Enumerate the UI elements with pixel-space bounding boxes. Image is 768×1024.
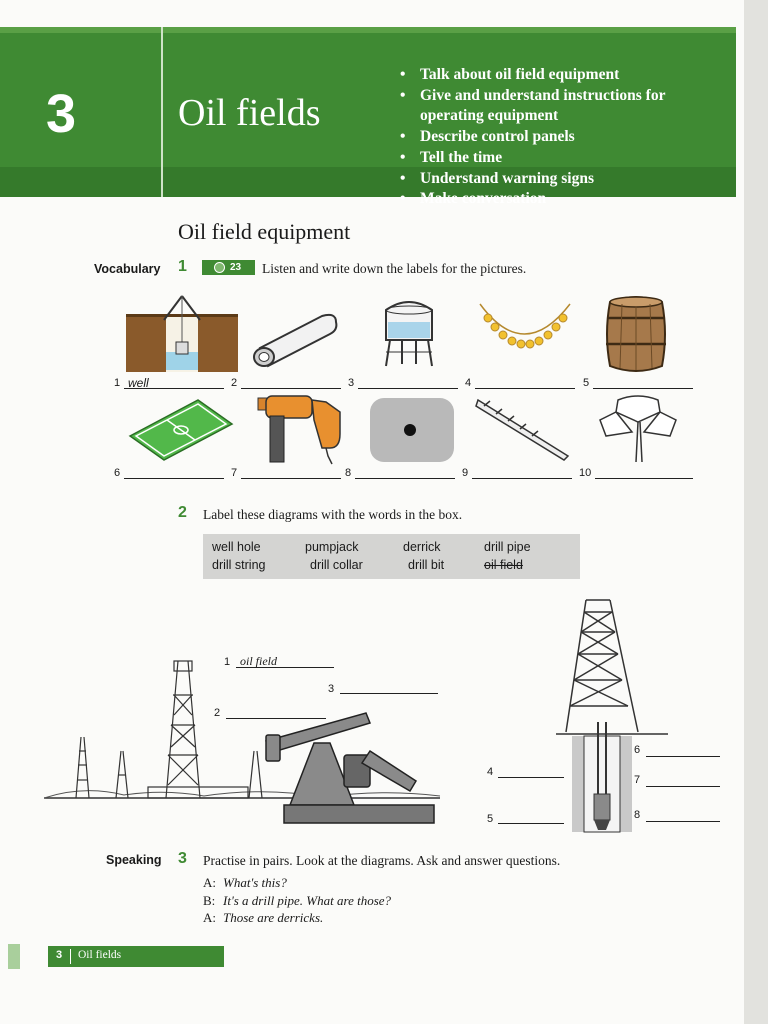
answer-line-7[interactable]	[231, 467, 341, 481]
exercise-1-instruction: Listen and write down the labels for the pictures.	[262, 261, 527, 276]
header-top-strip	[0, 27, 736, 33]
answer-underline	[355, 478, 455, 479]
objective-item	[398, 65, 728, 86]
diagram-label-number: 4	[487, 766, 494, 778]
diagram-answer-line-4[interactable]	[498, 777, 564, 778]
diagram-answer-line-5[interactable]	[498, 823, 564, 824]
answer-underline	[358, 388, 458, 389]
answer-number: 9	[462, 467, 469, 479]
dialogue-line	[203, 892, 391, 910]
drill-icon	[256, 394, 346, 468]
objective-text: Tell the time	[420, 148, 503, 166]
speaking-label: Speaking	[106, 853, 162, 867]
diagram-answer-line-3[interactable]	[340, 693, 438, 694]
bullet-icon: •	[400, 86, 406, 104]
answer-number: 2	[231, 377, 238, 389]
objective-item	[398, 189, 728, 210]
answer-underline	[241, 388, 341, 389]
answer-underline	[595, 478, 693, 479]
diagram-answer-line-8[interactable]	[646, 821, 720, 822]
word-box-item: drill string	[212, 558, 266, 572]
speaker: A:	[203, 875, 216, 890]
word-box-item: drill pipe	[484, 540, 531, 554]
answer-number: 10	[579, 467, 592, 479]
answer-number: 7	[231, 467, 238, 479]
diagram-label-number: 2	[214, 707, 221, 719]
vocabulary-label: Vocabulary	[94, 262, 161, 276]
word-box-item: drill bit	[408, 558, 445, 572]
objectives-list	[398, 65, 728, 210]
tank-icon	[378, 294, 440, 368]
header-divider	[161, 27, 163, 197]
collar-icon	[596, 392, 680, 464]
objective-item	[398, 86, 728, 127]
oil-field-diagram	[44, 655, 444, 835]
diagram-answer-line-6[interactable]	[646, 756, 720, 757]
footer-chapter-title: Oil fields	[78, 949, 122, 961]
speaker: A:	[203, 910, 216, 925]
chapter-title: Oil fields	[178, 92, 321, 134]
footer-bar	[48, 946, 224, 967]
objective-item	[398, 127, 728, 148]
answer-line-8[interactable]	[345, 467, 455, 481]
bullet-icon: •	[400, 128, 406, 146]
exercise-3-number: 3	[178, 850, 187, 867]
drill-bit-icon	[474, 396, 574, 462]
diagram-label-number: 8	[634, 809, 641, 821]
well-diagram	[556, 598, 668, 836]
answer-line-3[interactable]	[348, 377, 458, 391]
answer-number: 6	[114, 467, 121, 479]
word-box	[203, 534, 580, 579]
answer-number: 3	[348, 377, 355, 389]
exercise-2-number: 2	[178, 504, 187, 521]
bullet-icon: •	[400, 66, 406, 83]
dialogue-text: Those are derricks.	[223, 910, 324, 925]
bullet-icon: •	[400, 169, 406, 187]
answer-number: 8	[345, 467, 352, 479]
answer-line-9[interactable]	[462, 467, 572, 481]
string-icon	[476, 300, 574, 358]
word-box-item: drill collar	[310, 558, 363, 572]
objective-text: Understand warning signs	[420, 169, 594, 187]
diagram-label-number: 5	[487, 813, 494, 825]
diagram-label-number: 7	[634, 774, 641, 786]
exercise-3-instruction: Practise in pairs. Look at the diagrams. Ask and answer questions.	[203, 853, 561, 868]
answer-underline	[472, 478, 572, 479]
answer-number: 1	[114, 377, 121, 389]
answer-number: 4	[465, 377, 472, 389]
answer-underline	[593, 388, 693, 389]
chapter-number: 3	[46, 84, 77, 144]
chapter-header	[0, 27, 736, 208]
dialogue-text: It's a drill pipe. What are those?	[223, 892, 392, 908]
audio-track-number: 23	[230, 262, 242, 273]
speaker: B:	[203, 892, 216, 908]
answer-line-4[interactable]	[465, 377, 575, 391]
footer-divider	[70, 949, 71, 964]
exercise-2-instruction: Label these diagrams with the words in the box.	[203, 507, 463, 522]
answer-text: well	[128, 376, 149, 390]
answer-line-10[interactable]	[579, 467, 693, 481]
section-title: Oil field equipment	[178, 219, 351, 244]
footer-tab	[8, 944, 20, 969]
dialogue-line	[203, 874, 391, 892]
bullet-icon: •	[400, 190, 406, 208]
answer-line-6[interactable]	[114, 467, 224, 481]
answer-underline	[124, 478, 224, 479]
answer-underline	[241, 478, 341, 479]
page-edge	[744, 0, 768, 1024]
objective-text: Give and understand instructions for operating equipment	[420, 86, 666, 125]
diagram-label-number: 6	[634, 744, 641, 756]
answer-line-2[interactable]	[231, 377, 341, 391]
diagram-label-number: 1	[224, 656, 231, 668]
answer-number: 5	[583, 377, 590, 389]
word-box-item-used: oil field	[484, 558, 523, 572]
exercise-1-number: 1	[178, 258, 187, 275]
answer-line-5[interactable]	[583, 377, 693, 391]
word-box-item: pumpjack	[305, 540, 359, 554]
example-dialogue	[203, 874, 391, 927]
dialogue-text: What's this?	[223, 875, 287, 890]
pipe-icon	[250, 308, 340, 368]
cd-icon	[214, 262, 225, 273]
footer-chapter-number: 3	[56, 949, 63, 961]
objective-text: Make conversation	[420, 190, 547, 208]
objective-item	[398, 148, 728, 169]
diagram-answer-text: oil field	[240, 654, 277, 668]
answer-line-1[interactable]	[114, 377, 224, 391]
diagram-answer-line-7[interactable]	[646, 786, 720, 787]
well-icon	[124, 292, 240, 374]
diagram-label-number: 3	[328, 683, 335, 695]
dialogue-line	[203, 909, 391, 927]
field-icon	[126, 396, 236, 464]
word-box-item: derrick	[403, 540, 441, 554]
objective-text: Describe control panels	[420, 128, 575, 146]
answer-underline	[475, 388, 575, 389]
barrel-icon	[604, 294, 668, 374]
hole-icon	[370, 398, 454, 462]
objective-item	[398, 169, 728, 190]
diagram-answer-line-2[interactable]	[226, 718, 326, 719]
audio-track-badge[interactable]	[202, 260, 255, 275]
objective-text: Talk about oil field equipment	[420, 66, 620, 83]
bullet-icon: •	[400, 148, 406, 166]
word-box-item: well hole	[212, 540, 261, 554]
